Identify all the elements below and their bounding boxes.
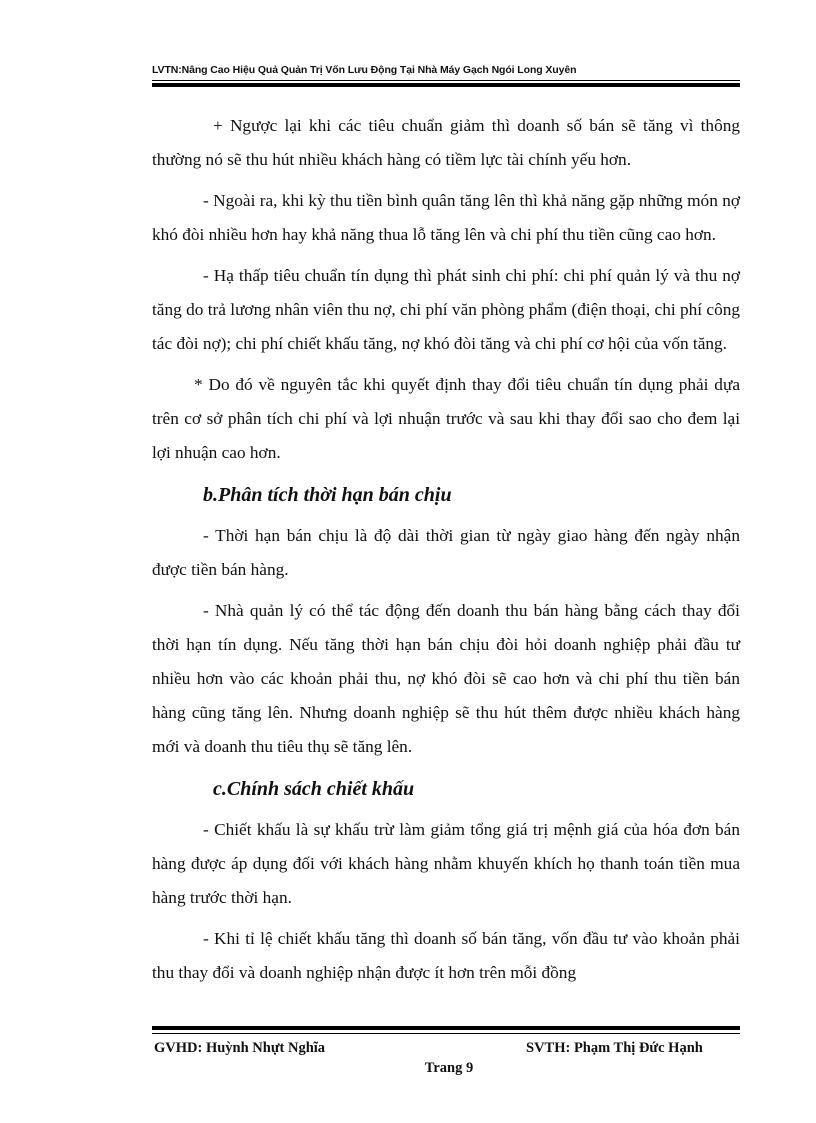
paragraph-credit-period-impact: - Nhà quản lý có thể tác động đến doanh thu bán hàng bằng cách thay đổi thời hạn tín dụng. Nếu tăng thời hạn bán chịu đòi hỏi doanh nghiệp phải đầu tư nhiều hơn vào các khoản phải thu, nợ khó đòi sẽ cao hơn và chi phí thu tiền bán hàng cũng tăng lên. Nhưng doanh nghiệp sẽ thu hút thêm được nhiều khách hàng mới và doanh thu tiêu thụ sẽ tăng lên. (152, 601, 740, 756)
footer-divider-thin (152, 1033, 740, 1034)
footer-student: SVTH: Phạm Thị Đức Hạnh (526, 1040, 703, 1056)
footer-divider-thick (152, 1026, 740, 1030)
paragraph-discount-definition: - Chiết khấu là sự khấu trừ làm giảm tổng giá trị mệnh giá của hóa đơn bán hàng được áp dụng đối với khách hàng nhằm khuyến khích họ thanh toán tiền mua hàng trước thời hạn. (152, 820, 740, 907)
paragraph-credit-standards-decrease: + Ngược lại khi các tiêu chuẩn giảm thì doanh số bán sẽ tăng vì thông thường nó sẽ thu hút nhiều khách hàng có tiềm lực tài chính yếu hơn. (152, 116, 740, 169)
footer-advisor: GVHD: Huỳnh Nhựt Nghĩa (154, 1040, 326, 1056)
paragraph-discount-rate: - Khi tỉ lệ chiết khấu tăng thì doanh số bán tăng, vốn đầu tư vào khoản phải thu thay đổi và doanh nghiệp nhận được ít hơn trên mỗi đồng (152, 929, 740, 982)
section-heading-credit-period: b.Phân tích thời hạn bán chịu (203, 484, 452, 506)
header-divider-thick (152, 83, 740, 87)
paragraph-conclusion: * Do đó về nguyên tắc khi quyết định thay đổi tiêu chuẩn tín dụng phải dựa trên cơ sở phân tích chi phí và lợi nhuận trước và sau khi thay đổi sao cho đem lại lợi nhuận cao hơn. (152, 375, 740, 462)
page-number: Trang 9 (424, 1060, 474, 1076)
footer-page-number-row (0, 1060, 816, 1077)
header-divider-thin (152, 80, 740, 81)
running-header-title: LVTN:Nâng Cao Hiệu Quả Quản Trị Vốn Lưu Động Tại Nhà Máy Gạch Ngói Long Xuyên (152, 64, 577, 76)
page-body (152, 109, 740, 997)
paragraph-collection-period: - Ngoài ra, khi kỳ thu tiền bình quân tăng lên thì khả năng gặp những món nợ khó đòi nhiều hơn hay khả năng thua lỗ tăng lên và chi phí thu tiền cũng cao hơn. (152, 191, 740, 244)
paragraph-credit-period-definition: - Thời hạn bán chịu là độ dài thời gian từ ngày giao hàng đến ngày nhận được tiền bán hàng. (152, 526, 740, 579)
section-heading-discount-policy: c.Chính sách chiết khấu (213, 778, 415, 800)
paragraph-lower-credit-standards: - Hạ thấp tiêu chuẩn tín dụng thì phát sinh chi phí: chi phí quản lý và thu nợ tăng do trả lương nhân viên thu nợ, chi phí văn phòng phẩm (điện thoại, chi phí công tác đòi nợ); chi phí chiết khấu tăng, nợ khó đòi tăng và chi phí cơ hội của vốn tăng. (152, 266, 740, 353)
